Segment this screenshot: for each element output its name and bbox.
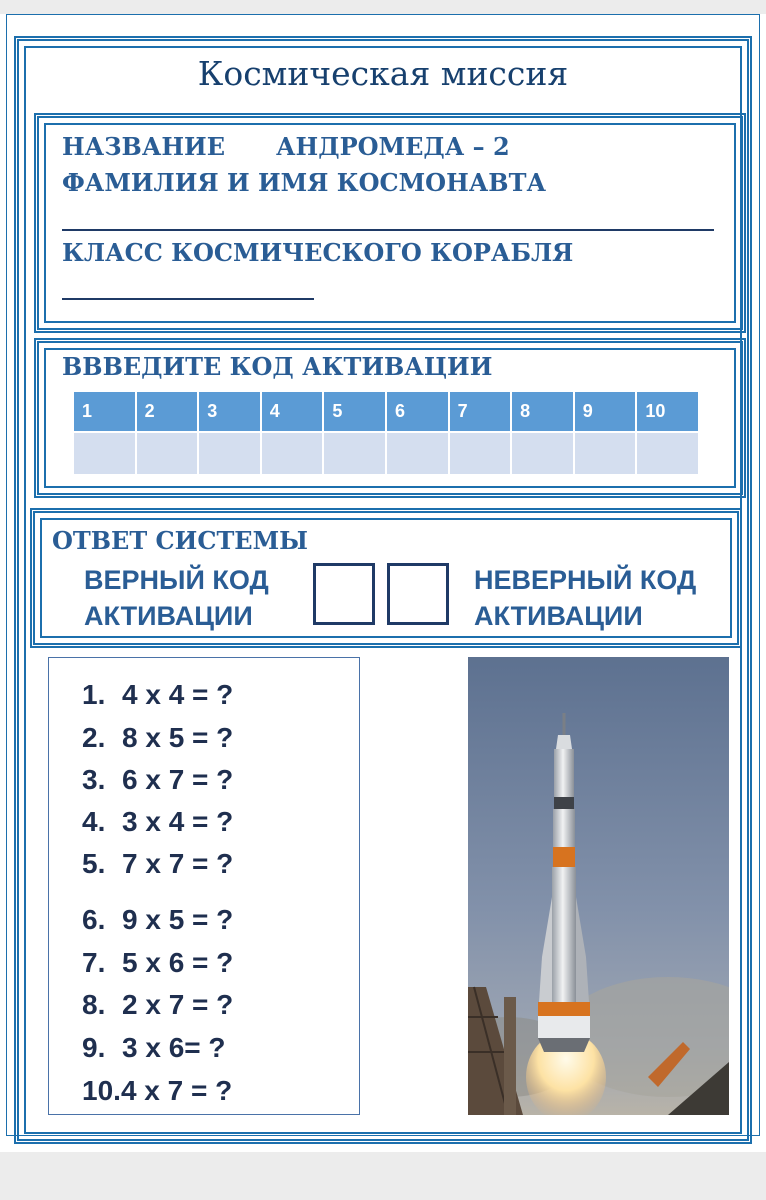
cosmonaut-name-line[interactable] <box>62 229 714 231</box>
task-item: 8. 2 x 7 = ? <box>82 989 234 1020</box>
cosmonaut-name-label: ФАМИЛИЯ И ИМЯ КОСМОНАВТА <box>62 168 546 197</box>
response-heading: ОТВЕТ СИСТЕМЫ <box>52 526 308 555</box>
task-item: 6. 9 x 5 = ? <box>82 904 234 935</box>
activation-heading: ВВВЕДИТЕ КОД АКТИВАЦИИ <box>62 352 493 381</box>
task-item: 5. 7 x 7 = ? <box>82 848 234 879</box>
code-column-header: 3 <box>198 391 261 432</box>
code-answer-cell[interactable] <box>73 432 136 475</box>
code-answer-cell[interactable] <box>511 432 574 475</box>
code-column-header: 8 <box>511 391 574 432</box>
task-item: 4. 3 x 4 = ? <box>82 806 234 837</box>
correct-code-label: ВЕРНЫЙ КОД АКТИВАЦИИ <box>84 565 269 631</box>
code-column-header: 2 <box>136 391 199 432</box>
correct-code-checkbox[interactable] <box>313 563 375 625</box>
code-answer-cell[interactable] <box>136 432 199 475</box>
wrong-code-checkbox[interactable] <box>387 563 449 625</box>
code-answer-cell[interactable] <box>261 432 324 475</box>
rocket-launch-photo <box>468 657 729 1115</box>
task-item: 3. 6 x 7 = ? <box>82 764 234 795</box>
mission-name-value: АНДРОМЕДА – 2 <box>276 132 510 161</box>
code-column-header: 10 <box>636 391 699 432</box>
code-answer-cell[interactable] <box>636 432 699 475</box>
code-answer-cell[interactable] <box>198 432 261 475</box>
task-item: 1. 4 x 4 = ? <box>82 679 234 710</box>
code-column-header: 4 <box>261 391 324 432</box>
task-item: 7. 5 x 6 = ? <box>82 947 234 978</box>
page-title: Космическая миссия <box>197 54 569 93</box>
code-column-header: 7 <box>449 391 512 432</box>
code-answer-cell[interactable] <box>449 432 512 475</box>
ship-class-label: КЛАСС КОСМИЧЕСКОГО КОРАБЛЯ <box>62 238 574 267</box>
activation-code-table <box>72 390 700 476</box>
code-column-header: 1 <box>73 391 136 432</box>
code-column-header: 5 <box>323 391 386 432</box>
code-answer-cell[interactable] <box>323 432 386 475</box>
code-answer-cell[interactable] <box>574 432 637 475</box>
wrong-code-label: НЕВЕРНЫЙ КОД АКТИВАЦИИ <box>474 565 697 631</box>
code-answer-cell[interactable] <box>386 432 449 475</box>
task-item: 2. 8 x 5 = ? <box>82 722 234 753</box>
code-column-header: 6 <box>386 391 449 432</box>
task-item: 10.4 x 7 = ? <box>82 1075 233 1106</box>
task-item: 9. 3 x 6= ? <box>82 1032 226 1063</box>
mission-name-label: НАЗВАНИЕ <box>62 132 226 161</box>
code-column-header: 9 <box>574 391 637 432</box>
ship-class-line[interactable] <box>62 298 314 300</box>
